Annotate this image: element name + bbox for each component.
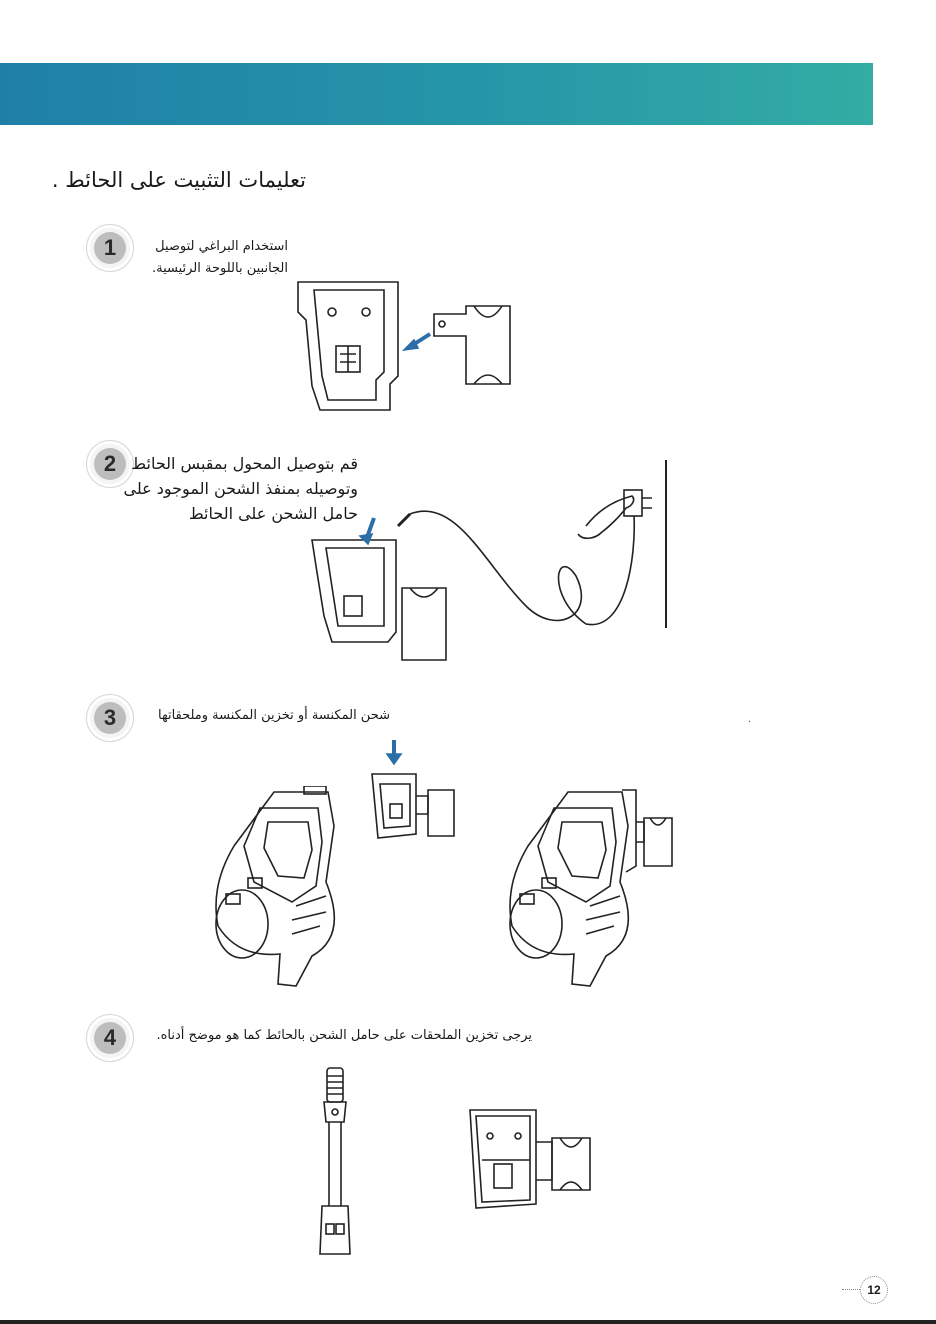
step-1-line-1: استخدام البراغي لتوصيل bbox=[155, 239, 288, 254]
stored-accessory-bracket-illustration bbox=[462, 1104, 596, 1214]
page-title: تعليمات التثبيت على الحائط . bbox=[51, 168, 306, 192]
step-4-line-1: يرجى تخزين الملحقات على حامل الشحن بالحائط كما هو موضح أدناه. bbox=[156, 1028, 532, 1043]
header-banner bbox=[0, 63, 873, 125]
step-3-badge bbox=[86, 694, 134, 742]
step-2-line-1: قم بتوصيل المحول بمقبس الحائط bbox=[131, 454, 358, 473]
step-2-line-2: وتوصيله بمنفذ الشحن الموجود على bbox=[123, 479, 358, 498]
crevice-accessory-illustration bbox=[314, 1064, 360, 1258]
step-1-line-2: الجانبين باللوحة الرئيسية. bbox=[151, 261, 288, 276]
step-4-badge bbox=[86, 1014, 134, 1062]
step-1-badge bbox=[86, 224, 134, 272]
mounted-bracket-illustration bbox=[366, 738, 458, 842]
stray-mark: . bbox=[748, 714, 752, 725]
vacuum-charging-illustration-right bbox=[502, 786, 678, 996]
step-number: 1 bbox=[103, 235, 117, 260]
vacuum-charging-illustration-left bbox=[208, 786, 348, 996]
adapter-connection-illustration bbox=[306, 456, 676, 666]
page-number bbox=[842, 1276, 888, 1304]
step-1-text bbox=[152, 236, 288, 280]
page-number-text: 12 bbox=[867, 1283, 881, 1297]
step-3-text bbox=[158, 708, 390, 723]
page-number-leader bbox=[842, 1289, 860, 1290]
bracket-assembly-illustration bbox=[290, 276, 520, 416]
step-4-text bbox=[156, 1028, 532, 1043]
step-3-line-1: شحن المكنسة أو تخزين المكنسة وملحقاتها bbox=[158, 708, 390, 723]
step-number: 2 bbox=[103, 451, 117, 476]
page-number-circle bbox=[860, 1276, 888, 1304]
bottom-rule bbox=[0, 1320, 936, 1324]
step-2-line-3: حامل الشحن على الحائط bbox=[188, 504, 358, 523]
step-number: 4 bbox=[103, 1025, 117, 1050]
step-number: 3 bbox=[103, 705, 117, 730]
